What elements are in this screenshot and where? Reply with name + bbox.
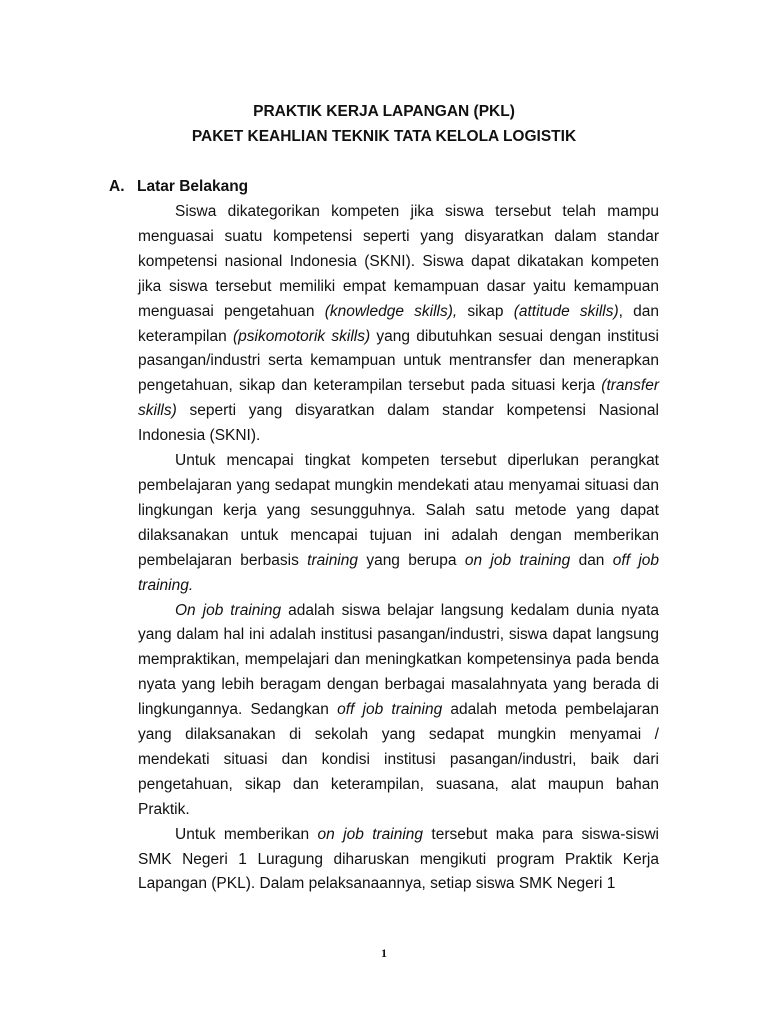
italic-text-run: on job training bbox=[464, 551, 571, 569]
text-run: Untuk mencapai tingkat kompeten tersebut diperlukan perangkat pembelajaran yang sedapat mungkin mendekati atau menyamai situasi dan lingkungan kerja yang sesungguhnya. Salah satu metode yang dapat dilaksanakan untuk mencapai tujuan ini adalah dengan memberikan pembelajaran berbasis bbox=[138, 452, 659, 569]
italic-text-run: (knowledge skills), bbox=[324, 302, 458, 320]
text-run: dan bbox=[570, 551, 613, 569]
italic-text-run: (attitude skills) bbox=[513, 302, 619, 320]
page-number: 1 bbox=[381, 946, 387, 960]
italic-text-run: On job training bbox=[175, 601, 282, 619]
text-run: , dan keterampilan bbox=[138, 302, 659, 345]
italic-text-run: off job training bbox=[337, 701, 443, 719]
section-heading bbox=[109, 177, 248, 197]
italic-text-run: (transfer skills) bbox=[138, 377, 659, 420]
text-run: tersebut maka para siswa-siswi SMK Negeri 1 Luragung diharuskan mengikuti program Praktik Kerja Lapangan (PKL). Dalam pelaksanaannya, setiap siswa SMK Negeri 1 bbox=[138, 825, 659, 893]
paragraph bbox=[138, 449, 659, 598]
body-text bbox=[138, 200, 659, 897]
italic-text-run: on job training bbox=[317, 825, 424, 843]
text-run: yang berupa bbox=[358, 551, 465, 569]
text-run: seperti yang disyaratkan dalam standar kompetensi Nasional Indonesia (SKNI). bbox=[138, 402, 659, 445]
text-run: Untuk memberikan bbox=[175, 825, 318, 843]
paragraph bbox=[138, 200, 659, 449]
paragraph bbox=[138, 599, 659, 823]
text-run: yang dibutuhkan sesuai dengan institusi pasangan/industri serta kemampuan untuk mentransfer dan menerapkan pengetahuan, sikap dan keterampilan tersebut pada situasi kerja bbox=[138, 327, 660, 395]
italic-text-run: (psikomotorik skills) bbox=[232, 327, 371, 345]
italic-text-run: training bbox=[307, 551, 358, 569]
text-run: adalah metoda pembelajaran yang dilaksanakan di sekolah yang sedapat mungkin menyamai / mendekati situasi dan kondisi institusi pasangan/industri, baik dari pengetahuan, sikap dan keterampilan, suasana, alat maupun bahan Praktik. bbox=[138, 701, 659, 818]
paragraph bbox=[138, 823, 659, 898]
text-run: sikap bbox=[457, 302, 514, 320]
document-title: PRAKTIK KERJA LAPANGAN (PKL) bbox=[253, 103, 515, 120]
text-run: Siswa dikategorikan kompeten jika siswa tersebut telah mampu menguasai suatu kompetensi seperti yang disyaratkan dalam standar kompetensi nasional Indonesia (SKNI). Siswa dapat dikatakan kompeten jika siswa tersebut memiliki empat kemampuan dasar yaitu kemampuan menguasai pengetahuan bbox=[138, 203, 659, 320]
document-subtitle: PAKET KEAHLIAN TEKNIK TATA KELOLA LOGISTIK bbox=[191, 128, 577, 145]
section-number: A. bbox=[109, 178, 125, 195]
section-title: Latar Belakang bbox=[137, 178, 249, 195]
italic-text-run: off job training. bbox=[138, 551, 660, 594]
text-run: adalah siswa belajar langsung kedalam dunia nyata yang dalam hal ini adalah institusi pasangan/industri, siswa dapat langsung mempraktikan, mempelajari dan meningkatkan kompetensinya pada benda nyata yang lebih beragam dengan berbagai masalahnyata yang berada di lingkungannya. Sedangkan bbox=[138, 601, 660, 719]
